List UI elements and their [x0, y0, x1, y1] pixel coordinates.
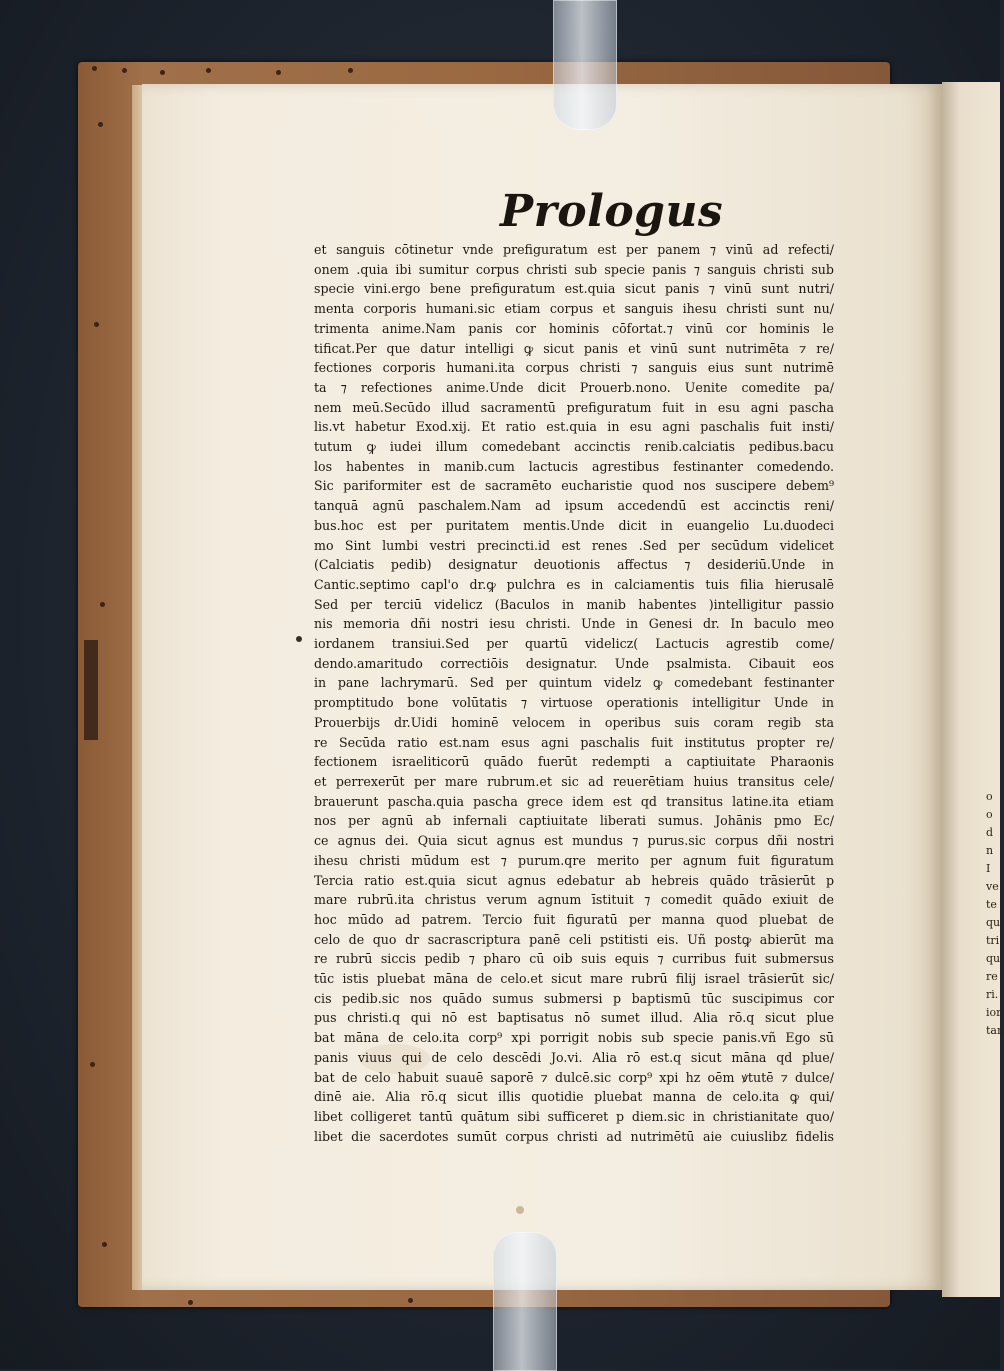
text-line: los habentes in manib.cum lactucis agrestibus festinanter comedendo.	[314, 458, 834, 474]
facing-text-fragment: ri.	[986, 988, 999, 1001]
facing-page	[942, 82, 1004, 1297]
facing-text-fragment: n	[986, 844, 994, 857]
text-line: re rubrū siccis pedib ⁊ pharo cū oib suis equis ⁊ curribus fuit submersus	[314, 951, 834, 967]
text-line: ta ⁊ refectiones anime.Unde dicit Prouerb.nono. Uenite comedite pa/	[314, 379, 834, 395]
text-line: Cantic.septimo capl'o dr.ꝙ pulchra es in calciamentis tuis filia hierusalē	[314, 576, 834, 592]
worm-hole	[276, 70, 281, 75]
text-line: fectiones corporis humani.ita corpus christi ⁊ sanguis eius sunt nutrimē	[314, 360, 834, 376]
book-clip-bottom	[493, 1232, 557, 1371]
worm-hole	[100, 602, 105, 607]
text-line: ce agnus dei. Quia sicut agnus est mundus ⁊ purus.sic corpus dñi nostri	[314, 833, 834, 849]
text-line: nis memoria dñi nostri iesu christi. Unde in Genesi dr. In baculo meo	[314, 616, 834, 632]
facing-text-fragment: tan	[986, 1024, 1004, 1037]
text-line: Prouerbijs dr.Uidi hominē velocem in operibus suis coram regib sta	[314, 714, 834, 730]
ink-spot	[296, 636, 302, 642]
text-line: iordanem transiui.Sed per quartū videlicz( Lactucis agrestib come/	[314, 636, 834, 652]
text-line: cis pedib.sic nos quādo sumus submersi p baptismū tūc suscipimus cor	[314, 990, 834, 1006]
text-line: et perrexerūt per mare rubrum.et sic ad reuerētiam huius transitus cele/	[314, 773, 834, 789]
worm-hole	[206, 68, 211, 73]
text-line: bat māna de celo.ita corp⁹ xpi porrigit nobis sub specie panis.vñ Ego sū	[314, 1030, 834, 1046]
text-line: menta corporis humani.sic etiam corpus et sanguis ihesu christi sunt nu/	[314, 301, 834, 317]
text-line: trimenta anime.Nam panis cor hominis cōfortat.⁊ vinū cor hominis le	[314, 320, 834, 336]
text-line: promptitudo bone volūtatis ⁊ virtuose operationis intelligitur Unde in	[314, 695, 834, 711]
worm-hole	[160, 70, 165, 75]
text-line: Sic pariformiter est de sacramēto eucharistie quod nos suscipere debem⁹	[314, 478, 834, 494]
text-line: Tercia ratio est.quia sicut agnus edebatur ab hebreis quādo trāsierūt p	[314, 872, 834, 888]
text-line: specie vini.ergo bene prefiguratum est.quia sicut panis ⁊ vinū sunt nutri/	[314, 281, 834, 297]
text-line: panis viuus qui de celo descēdi Jo.vi. Alia rō est.q sicut māna qd plue/	[314, 1049, 834, 1065]
binding-strip	[84, 640, 98, 740]
book-clip-top	[553, 0, 617, 130]
text-line: dendo.amaritudo correctiōis designatur. Unde psalmista. Cibauit eos	[314, 655, 834, 671]
body-text	[314, 240, 834, 1146]
facing-text-fragment: qu	[986, 952, 1001, 965]
facing-text-fragment: o	[986, 808, 993, 821]
worm-hole	[188, 1300, 193, 1305]
facing-text-fragment: te	[986, 898, 997, 911]
worm-hole	[98, 122, 103, 127]
facing-text-fragment: o	[986, 790, 993, 803]
text-line: (Calciatis pedib) designatur deuotionis affectus ⁊ desideriū.Unde in	[314, 557, 834, 573]
text-line: et sanguis cōtinetur vnde prefiguratum est per panem ⁊ vinū ad refecti/	[314, 242, 834, 257]
facing-text-fragment: qu	[986, 916, 1001, 929]
facing-text-fragment: ior	[986, 1006, 1002, 1019]
text-line: fectionem israeliticorū quādo fuerūt redempti a captiuitate Pharaonis	[314, 754, 834, 770]
text-line: libet colligeret tantū quātum sibi sufficeret p diem.sic in christianitate quo/	[314, 1108, 834, 1124]
facing-text-fragment: re	[986, 970, 998, 983]
text-line: tanquā agnū paschalem.Nam ad ipsum accedendū est accinctis reni/	[314, 498, 834, 514]
worm-hole	[92, 66, 97, 71]
worm-hole	[348, 68, 353, 73]
worm-hole	[94, 322, 99, 327]
text-line: pus christi.q qui nō est baptisatus nō sumet illud. Alia rō.q sicut plue	[314, 1010, 834, 1026]
text-line: Sed per terciū videlicz (Baculos in manib habentes )intelligitur passio	[314, 596, 834, 612]
text-line: in pane lachrymarū. Sed per quintum videlz ꝙ comedebant festinanter	[314, 675, 834, 691]
worm-hole	[102, 1242, 107, 1247]
text-line: lis.vt habetur Exod.xij. Et ratio est.quia in esu agni paschalis fuit insti/	[314, 419, 834, 435]
text-line: celo de quo dr sacrascriptura panē celi pstitisti eis. Uñ postꝙ abierūt ma	[314, 931, 834, 947]
page-heading: Prologus	[500, 186, 724, 237]
text-line: nos per agnū ab infernali captiuitate liberati sumus. Johānis pmo Ec/	[314, 813, 834, 829]
text-line: nem meū.Secūdo illud sacramentū prefiguratum fuit in esu agni pascha	[314, 399, 834, 415]
text-line: tūc istis pluebat māna de celo.et sicut mare rubrū filij israel trāsierūt sic/	[314, 971, 834, 987]
facing-page-text	[986, 790, 1004, 1042]
text-line: mare rubrū.ita christus verum agnum īstituit ⁊ comedit quādo exiuit de	[314, 892, 834, 908]
text-line: mo Sint lumbi vestri precincti.id est renes .Sed per secūdum videlicet	[314, 537, 834, 553]
text-line: re Secūda ratio est.nam esus agni paschalis fuit institutus propter re/	[314, 734, 834, 750]
text-line: dinē aie. Alia rō.q sicut illis quotidie pluebat manna de celo.ita ꝙ qui/	[314, 1089, 834, 1105]
text-line: ihesu christi mūdum est ⁊ purum.qre merito per agnum fuit figuratum	[314, 852, 834, 868]
text-line: tificat.Per que datur intelligi ꝙ sicut panis et vinū sunt nutrimēta ⁊ re/	[314, 340, 834, 356]
text-line: hoc mūdo ad patrem. Tercio fuit figuratū per manna quod pluebat de	[314, 911, 834, 927]
text-line: bat de celo habuit suauē saporē ⁊ dulcē.sic corp⁹ xpi hz oēm ꝟtutē ⁊ dulce/	[314, 1069, 834, 1085]
worm-hole	[90, 1062, 95, 1067]
facing-text-fragment: ve	[986, 880, 999, 893]
facing-text-fragment: tri	[986, 934, 1000, 947]
text-line: brauerunt pascha.quia pascha grece idem est qd transitus latine.ita etiam	[314, 793, 834, 809]
text-line: libet die sacerdotes sumūt corpus christi ad nutrimētū aie cuiuslibz fidelis	[314, 1128, 834, 1144]
text-line: bus.hoc est per puritatem mentis.Unde dicit in euangelio Lu.duodeci	[314, 517, 834, 533]
stain-spot	[516, 1206, 524, 1214]
worm-hole	[408, 1298, 413, 1303]
text-line: tutum ꝙ iudei illum comedebant accinctis renib.calciatis pedibus.bacu	[314, 439, 834, 455]
worm-hole	[122, 68, 127, 73]
text-line: onem .quia ibi sumitur corpus christi sub specie panis ⁊ sanguis christi sub	[314, 261, 834, 277]
facing-text-fragment: I	[986, 862, 991, 875]
facing-text-fragment: d	[986, 826, 994, 839]
